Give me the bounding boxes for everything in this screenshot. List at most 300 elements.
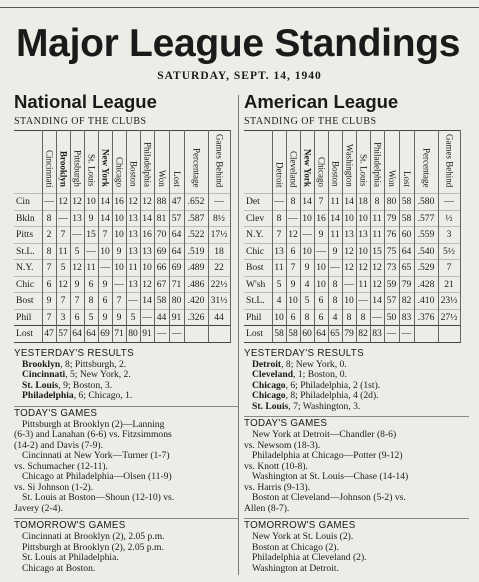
table-cell: 57 — [169, 210, 184, 227]
column-header-label: Washington — [344, 144, 355, 187]
game-line: New York at St. Louis (2). — [252, 532, 354, 542]
table-cell: 9 — [328, 243, 342, 260]
table-cell: 57 — [56, 326, 70, 343]
table-cell: 58 — [154, 293, 169, 310]
game-line: (6-3) and Lanahan (6-6) vs. Fitzsimmons — [14, 430, 172, 440]
table-cell: 6 — [286, 309, 300, 326]
winning-team: Chicago — [252, 391, 286, 401]
table-cell: 3 — [438, 227, 460, 244]
table-cell: 47 — [42, 326, 56, 343]
table-cell: 8 — [272, 210, 286, 227]
table-cell: 7 — [438, 260, 460, 277]
table-cell: 23½ — [438, 293, 460, 310]
table-row — [14, 309, 230, 326]
table-cell: 64 — [70, 326, 84, 343]
table-cell: — — [286, 210, 300, 227]
table-cell: 11 — [272, 260, 286, 277]
game-line: Javery (2-4). — [14, 503, 64, 514]
table-cell: .420 — [184, 293, 208, 310]
page-top-rule — [0, 0, 479, 8]
table-cell: 4 — [328, 309, 342, 326]
team-abbrev: Clev — [244, 210, 272, 227]
column-header — [140, 131, 154, 194]
table-cell: — — [169, 326, 184, 343]
table-cell: — — [384, 326, 399, 343]
result-text: , 8; New York, 0. — [281, 359, 347, 370]
standings-subhead: STANDING OF THE CLUBS — [14, 116, 147, 127]
game-line: (14-2) and Davis (7-9). — [14, 440, 103, 451]
tomorrows-games — [244, 518, 469, 574]
table-cell: 14 — [98, 210, 112, 227]
table-cell: 71 — [169, 276, 184, 293]
table-cell: 4 — [300, 276, 314, 293]
table-cell: — — [208, 194, 230, 211]
page-headline: Major League Standings — [16, 22, 461, 65]
table-cell: 14 — [98, 194, 112, 211]
table-cell: 64 — [84, 326, 98, 343]
result-line — [14, 360, 239, 371]
column-header-label: St. Louis — [358, 154, 369, 187]
table-cell: 8 — [328, 293, 342, 310]
team-abbrev: Chic — [244, 243, 272, 260]
table-cell: 7 — [42, 309, 56, 326]
column-header — [42, 131, 56, 194]
table-cell: 79 — [384, 210, 399, 227]
table-cell: 70 — [154, 227, 169, 244]
standings-table — [14, 130, 231, 343]
table-cell: 80 — [384, 194, 399, 211]
section-heading: TODAY'S GAMES — [14, 406, 239, 420]
lost-row — [244, 326, 460, 343]
table-cell: 5 — [84, 309, 98, 326]
table-cell: .428 — [414, 276, 438, 293]
table-cell: 14 — [140, 210, 154, 227]
table-cell: 58 — [399, 210, 414, 227]
table-cell: 64 — [169, 227, 184, 244]
table-cell: 12 — [342, 260, 356, 277]
table-cell: 9 — [112, 243, 126, 260]
column-header-label: Lost — [402, 170, 412, 187]
table-cell: 3 — [56, 309, 70, 326]
table-cell: 88 — [154, 194, 169, 211]
table-row — [244, 276, 460, 293]
table-cell: 10 — [356, 243, 370, 260]
table-cell: 81 — [154, 210, 169, 227]
table-cell — [184, 326, 208, 343]
table-cell: .486 — [184, 276, 208, 293]
table-cell: .410 — [414, 293, 438, 310]
table-cell — [438, 326, 460, 343]
table-cell: 9 — [98, 276, 112, 293]
table-cell: 12 — [126, 194, 140, 211]
column-header-label: Chicago — [114, 157, 125, 187]
table-cell: — — [42, 194, 56, 211]
table-cell: .559 — [414, 227, 438, 244]
column-header — [384, 131, 399, 194]
column-header-label: Percentage — [421, 147, 432, 187]
column-header — [328, 131, 342, 194]
column-header — [169, 131, 184, 194]
table-cell: 4 — [272, 293, 286, 310]
table-cell: 6 — [98, 293, 112, 310]
american-league-column — [244, 90, 469, 574]
section-heading: TOMORROW'S GAMES — [244, 518, 469, 532]
table-cell: 14 — [140, 293, 154, 310]
winning-team: Cleveland — [252, 370, 294, 380]
table-cell: 58 — [399, 194, 414, 211]
table-cell: 11 — [328, 227, 342, 244]
table-cell: 12 — [286, 227, 300, 244]
game-line: Philadelphia at Chicago—Potter (9-12) — [252, 451, 403, 461]
national-league-column — [14, 90, 239, 574]
result-line — [244, 402, 469, 413]
table-cell: — — [399, 326, 414, 343]
table-cell: 9 — [98, 309, 112, 326]
section-heading: YESTERDAY'S RESULTS — [244, 347, 364, 359]
team-abbrev: Phil — [14, 309, 42, 326]
column-header-label: New York — [100, 149, 111, 187]
table-cell: — — [342, 276, 356, 293]
table-cell: 11 — [328, 194, 342, 211]
table-cell: 80 — [169, 293, 184, 310]
result-line — [244, 381, 469, 392]
column-header-label: St. Louis — [86, 154, 97, 187]
result-text: , 8; Pittsburgh, 2. — [60, 359, 127, 370]
table-cell: 15 — [370, 243, 384, 260]
table-cell: 10 — [300, 243, 314, 260]
table-cell: 5 — [126, 309, 140, 326]
table-row — [244, 293, 460, 310]
team-abbrev: St.L. — [14, 243, 42, 260]
winning-team: Philadelphia — [22, 391, 74, 401]
table-cell: 6 — [314, 309, 328, 326]
table-cell: — — [314, 243, 328, 260]
table-cell: 79 — [399, 276, 414, 293]
table-cell: 13 — [126, 243, 140, 260]
result-line — [244, 391, 469, 402]
lost-label: Lost — [14, 326, 42, 343]
table-cell: 58 — [272, 326, 286, 343]
table-cell: — — [154, 326, 169, 343]
table-cell: 83 — [399, 309, 414, 326]
winning-team: Detroit — [252, 359, 282, 370]
table-cell: 11 — [126, 260, 140, 277]
header-row — [14, 131, 230, 194]
column-header — [300, 131, 314, 194]
column-header — [154, 131, 169, 194]
column-header — [112, 131, 126, 194]
table-cell: 13 — [126, 210, 140, 227]
table-cell: 10 — [356, 210, 370, 227]
result-text: , 8; Philadelphia, 4 (2d). — [285, 391, 379, 401]
table-row — [244, 210, 460, 227]
table-cell: 65 — [328, 326, 342, 343]
table-cell: 18 — [208, 243, 230, 260]
table-cell: 5 — [56, 260, 70, 277]
table-row — [14, 227, 230, 244]
table-cell: 10 — [98, 243, 112, 260]
game-line: Boston at Cleveland—Johnson (5-2) vs. — [252, 493, 406, 503]
game-line: Cincinnati at New York—Turner (1-7) — [22, 451, 170, 461]
winning-team: St. Louis — [252, 401, 289, 412]
table-cell: 8 — [342, 309, 356, 326]
standings-table — [244, 130, 461, 343]
table-cell: ½ — [438, 210, 460, 227]
game-line: vs. Newsom (18-3). — [244, 440, 321, 451]
column-header-label: Lost — [172, 170, 182, 187]
column-header-label: Games Behind — [214, 133, 225, 187]
game-line: Chicago at Philadelphia—Olsen (11-9) — [22, 472, 172, 482]
table-row — [14, 260, 230, 277]
league-title: American League — [244, 91, 399, 112]
team-column-header — [244, 131, 272, 194]
table-cell: 7 — [314, 194, 328, 211]
result-text: , 6; Chicago, 1. — [73, 391, 133, 401]
table-cell: 10 — [112, 260, 126, 277]
team-abbrev: Phil — [244, 309, 272, 326]
table-cell: 64 — [314, 326, 328, 343]
table-cell: 12 — [140, 276, 154, 293]
table-row — [14, 243, 230, 260]
column-header — [414, 131, 438, 194]
table-cell: 7 — [56, 293, 70, 310]
table-cell: 12 — [342, 243, 356, 260]
table-cell: 64 — [399, 243, 414, 260]
table-cell: — — [328, 260, 342, 277]
table-cell: 5½ — [438, 243, 460, 260]
table-cell: 7 — [56, 227, 70, 244]
table-cell: 6 — [70, 309, 84, 326]
team-abbrev: Chic — [14, 276, 42, 293]
table-cell: 83 — [370, 326, 384, 343]
table-cell: — — [70, 227, 84, 244]
section-heading: TODAY'S GAMES — [244, 416, 469, 430]
todays-games — [14, 406, 239, 515]
column-header — [399, 131, 414, 194]
table-cell: 7 — [286, 260, 300, 277]
table-cell: 10 — [140, 260, 154, 277]
table-cell: 57 — [384, 293, 399, 310]
table-cell: 79 — [342, 326, 356, 343]
table-cell: 69 — [98, 326, 112, 343]
table-cell: 9 — [112, 309, 126, 326]
table-cell: 10 — [286, 293, 300, 310]
game-line: vs. Harris (9-13). — [244, 482, 311, 493]
table-cell: 47 — [169, 194, 184, 211]
game-line: New York at Detroit—Chandler (8-6) — [252, 430, 397, 440]
table-cell: 82 — [356, 326, 370, 343]
table-cell: 7 — [42, 260, 56, 277]
table-cell: 66 — [154, 260, 169, 277]
league-title: National League — [14, 91, 157, 112]
table-cell: 9 — [42, 293, 56, 310]
result-text: , 6; Philadelphia, 2 (1st). — [285, 380, 381, 391]
table-cell: .529 — [414, 260, 438, 277]
table-cell: 10 — [300, 210, 314, 227]
table-cell: 2 — [42, 227, 56, 244]
table-cell: 13 — [126, 227, 140, 244]
yesterdays-results — [244, 347, 469, 413]
column-header — [356, 131, 370, 194]
table-cell: 12 — [56, 194, 70, 211]
table-cell: .580 — [414, 194, 438, 211]
table-cell: 5 — [70, 243, 84, 260]
game-line: Chicago at Boston. — [22, 563, 96, 574]
table-row — [244, 309, 460, 326]
game-line: Cincinnati at Brooklyn (2), 2.05 p.m. — [22, 532, 165, 542]
team-abbrev: St.L. — [244, 293, 272, 310]
table-cell: 12 — [356, 260, 370, 277]
table-cell: 10 — [272, 309, 286, 326]
table-cell: 6 — [42, 276, 56, 293]
column-header-label: Won — [157, 170, 167, 187]
table-cell: 8 — [84, 293, 98, 310]
table-cell: 7 — [70, 293, 84, 310]
table-row — [244, 227, 460, 244]
table-cell: — — [300, 227, 314, 244]
team-abbrev: Det — [244, 194, 272, 211]
table-cell: 13 — [70, 210, 84, 227]
table-cell: .326 — [184, 309, 208, 326]
column-header-label: New York — [302, 149, 313, 187]
result-line — [244, 360, 469, 371]
table-cell: 22 — [208, 260, 230, 277]
column-header — [184, 131, 208, 194]
table-cell: .587 — [184, 210, 208, 227]
column-header-label: Pittsburgh — [72, 150, 83, 187]
table-row — [244, 243, 460, 260]
table-cell: .577 — [414, 210, 438, 227]
table-cell: 59 — [384, 276, 399, 293]
game-line: Philadelphia at Cleveland (2). — [252, 553, 367, 563]
table-cell: 69 — [154, 243, 169, 260]
table-cell: 8 — [42, 210, 56, 227]
table-cell: 7 — [98, 227, 112, 244]
table-cell: 8 — [300, 309, 314, 326]
game-line: Washington at Detroit. — [252, 563, 339, 574]
table-cell: 11 — [370, 227, 384, 244]
table-cell: 12 — [56, 276, 70, 293]
column-header — [98, 131, 112, 194]
table-cell: 13 — [140, 243, 154, 260]
todays-games — [244, 416, 469, 514]
game-line: St. Louis at Boston—Shoun (12-10) vs. — [22, 493, 175, 503]
table-cell: 16 — [140, 227, 154, 244]
table-cell: 11 — [56, 243, 70, 260]
game-line: Boston at Chicago (2). — [252, 542, 339, 553]
table-cell — [208, 326, 230, 343]
result-line — [244, 370, 469, 381]
table-cell: 44 — [208, 309, 230, 326]
table-cell: 64 — [169, 243, 184, 260]
game-line: vs. Si Johnson (1-2). — [14, 482, 94, 493]
table-cell: 7 — [112, 293, 126, 310]
table-cell: 13 — [272, 243, 286, 260]
table-cell: 10 — [342, 210, 356, 227]
table-cell: 6 — [84, 276, 98, 293]
table-row — [14, 293, 230, 310]
table-cell: — — [140, 309, 154, 326]
table-cell: 11 — [370, 210, 384, 227]
table-cell: .489 — [184, 260, 208, 277]
table-cell: 11 — [84, 260, 98, 277]
table-cell: 75 — [384, 243, 399, 260]
lost-row — [14, 326, 230, 343]
table-cell: .522 — [184, 227, 208, 244]
table-cell: — — [370, 309, 384, 326]
table-cell: 27½ — [438, 309, 460, 326]
yesterdays-results — [14, 347, 239, 402]
table-cell: 73 — [384, 260, 399, 277]
team-abbrev: Bost — [244, 260, 272, 277]
table-cell: 8 — [356, 309, 370, 326]
team-abbrev: Bkln — [14, 210, 42, 227]
game-line: vs. Knott (10-8). — [244, 461, 308, 472]
table-cell: 10 — [84, 194, 98, 211]
table-cell: 60 — [300, 326, 314, 343]
table-cell: 67 — [154, 276, 169, 293]
table-cell: 15 — [84, 227, 98, 244]
table-cell: 6 — [286, 243, 300, 260]
table-cell: 65 — [399, 260, 414, 277]
column-header-label: Chicago — [316, 157, 327, 187]
column-header-label: Philadelphia — [142, 142, 153, 187]
column-header-label: Boston — [128, 161, 139, 187]
table-cell: — — [98, 260, 112, 277]
result-line — [14, 381, 239, 392]
table-cell: 12 — [70, 194, 84, 211]
column-header-label: Percentage — [191, 147, 202, 187]
column-header — [126, 131, 140, 194]
table-cell: 91 — [169, 309, 184, 326]
table-row — [244, 260, 460, 277]
table-cell: 10 — [112, 210, 126, 227]
table-row — [14, 276, 230, 293]
table-cell: 8 — [42, 243, 56, 260]
column-header — [70, 131, 84, 194]
team-abbrev: W'sh — [244, 276, 272, 293]
table-cell: 13 — [342, 227, 356, 244]
table-cell: 9 — [70, 276, 84, 293]
team-abbrev: N.Y. — [14, 260, 42, 277]
column-header — [342, 131, 356, 194]
table-row — [244, 194, 460, 211]
table-cell: 5 — [300, 293, 314, 310]
section-heading: YESTERDAY'S RESULTS — [14, 347, 134, 359]
table-cell: 21 — [438, 276, 460, 293]
column-header-label: Philadelphia — [372, 142, 383, 187]
winning-team: Brooklyn — [22, 359, 61, 370]
team-abbrev: Bost — [14, 293, 42, 310]
header-row — [244, 131, 460, 194]
column-header — [56, 131, 70, 194]
game-line: Pittsburgh at Brooklyn (2), 2.05 p.m. — [22, 542, 164, 553]
table-cell: — — [84, 243, 98, 260]
table-cell: 71 — [112, 326, 126, 343]
table-cell: 10 — [112, 227, 126, 244]
column-header — [286, 131, 300, 194]
table-cell: — — [112, 276, 126, 293]
result-line — [14, 391, 239, 402]
table-cell: 76 — [384, 227, 399, 244]
team-abbrev: N.Y. — [244, 227, 272, 244]
table-cell: 14 — [328, 210, 342, 227]
table-cell: 10 — [342, 293, 356, 310]
table-cell: 12 — [70, 260, 84, 277]
table-cell: 12 — [370, 260, 384, 277]
table-cell: 10 — [314, 260, 328, 277]
table-cell: 69 — [169, 260, 184, 277]
